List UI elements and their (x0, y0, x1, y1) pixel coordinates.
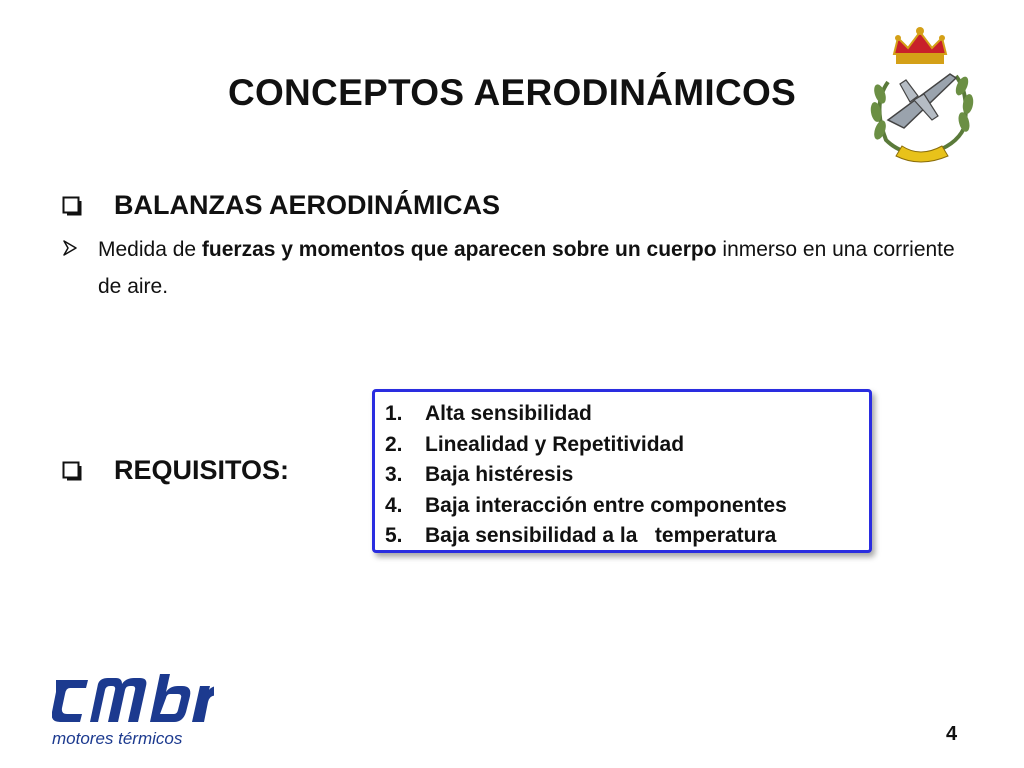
hollow-square-bullet-icon (62, 461, 82, 481)
list-item-label: Baja histéresis (425, 463, 574, 486)
list-item (385, 399, 869, 430)
description-text-pre: Medida de (98, 238, 202, 261)
balanzas-description (98, 231, 978, 305)
list-item (385, 521, 869, 552)
requirements-list (385, 399, 869, 552)
arrow-bullet-icon (62, 240, 78, 256)
cmbr-logo (52, 674, 214, 750)
hollow-square-bullet-icon (62, 196, 82, 216)
list-item-label: Baja interacción entre componentes (425, 493, 787, 517)
list-item-number: 5. (385, 524, 403, 547)
slide-title: CONCEPTOS AERODINÁMICOS (227, 72, 797, 113)
list-item-label: Linealidad y Repetitividad (425, 432, 685, 456)
page-number: 4 (946, 723, 958, 745)
section-heading-balanzas: BALANZAS AERODINÁMICAS (114, 190, 500, 220)
section-heading-requisitos: REQUISITOS: (114, 455, 290, 485)
list-item-number: 4. (385, 493, 403, 517)
list-item-label: Baja sensibilidad a la temperatura (425, 524, 777, 547)
description-text-post: inmerso en una corriente de aire. (98, 238, 955, 298)
list-item-number: 3. (385, 463, 403, 486)
list-item-number: 2. (385, 432, 403, 456)
requirements-box (372, 389, 872, 553)
list-item-number: 1. (385, 402, 403, 425)
list-item (385, 491, 869, 522)
logo-text: motores térmicos (52, 729, 183, 748)
description-text-bold: fuerzas y momentos que aparecen sobre un cuerpo (201, 238, 717, 261)
list-item (385, 430, 869, 461)
aerospace-emblem-icon (858, 24, 982, 164)
list-item (385, 460, 869, 491)
list-item-label: Alta sensibilidad (425, 402, 592, 425)
